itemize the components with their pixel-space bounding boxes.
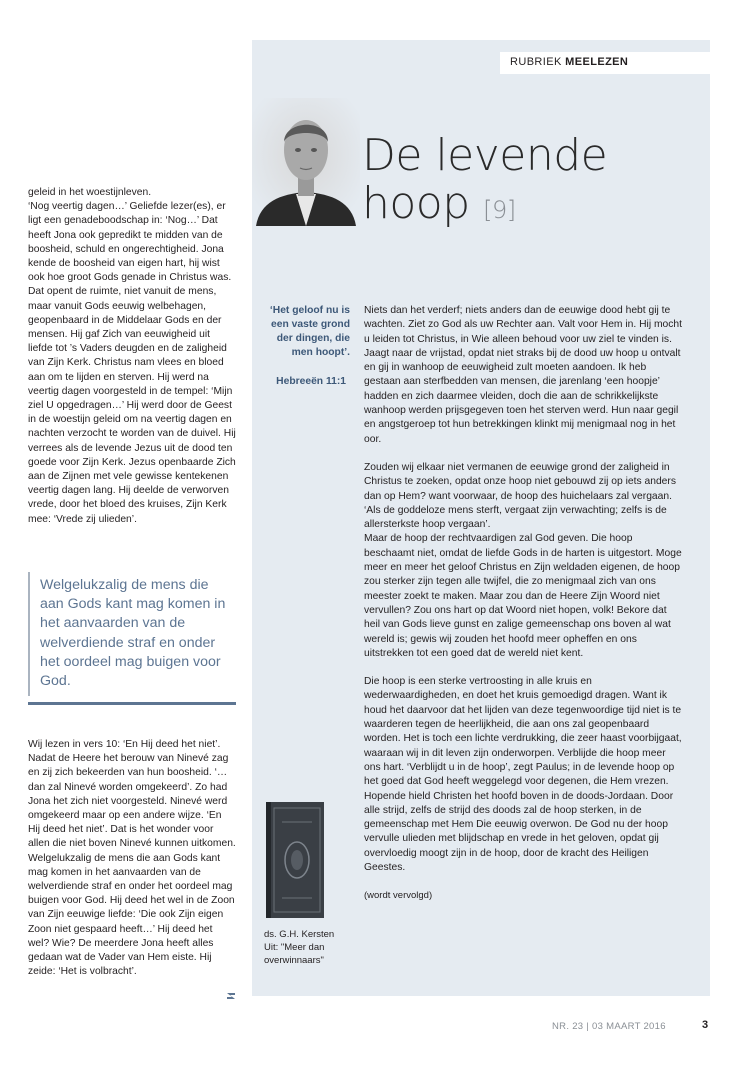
right-paragraph: Die hoop is een sterke vertroosting in alle kruis en wederwaardigheden, en doet het kruis gemoedigd dragen. Want ik houd het daarvoor dat het lijden van deze tegenwoordige tijd niet is te waarderen tegen de heerlijkheid, die aan ons zal geopenbaard worden. Het is toch een lichte verdrukking, die zeer haast voorbijgaat, waaraan wij in dit leven zijn onderworpen. Verblijde die hoop meer ons hart. ‘Verblijdt u in de hoop’, zegt Paulus; in de levende hoop op het goed dat God heeft weggelegd voor degenen, die Hem vrezen. Hopende hield Christen het hoofd boven in de doods-Jordaan. Door alle strijd, zelfs de strijd des doods zal de hoop sterken, in de gemeenschap met Hem Die eeuwig overwon. De God nu der hoop vervulle ulieden met blijdschap en vrede in het geloven, opdat gij overvloedig moogt zijn in de hoop, door de kracht des Heiligen Geestes. xyxy=(364,676,682,873)
rubriek-prefix: RUBRIEK xyxy=(510,56,562,68)
end-of-article-icon xyxy=(226,992,236,1000)
right-paragraph: Niets dan het verderf; niets anders dan de eeuwige dood hebt gij te wachten. Ziet zo God als uw Rechter aan. Valt voor Hem in. Hij mocht u leiden tot Christus, in Wie alleen behoud voor uw ziel te vinden is. Jaagt naar de vrijstad, opdat niet straks bij de dood uw hoop u ontvalt en gij in wanhoop de eeuwigheid zult moeten aandoen. Ik heb gestaan aan sterfbedden van mensen, die jarenlang ‘een hoopje’ hadden en zich daarmee vleiden, doch die aan de schrikkelijkste wanhoop werden prijsgegeven toen het sterven werd. Hun naar gegil en angstgeroep tot hun betrekkingen klinkt mij menigmaal nog in het oor. xyxy=(364,305,683,445)
left-paragraph: geleid in het woestijnleven. xyxy=(28,187,152,198)
image-caption xyxy=(264,928,348,967)
rubriek-label xyxy=(500,52,710,74)
right-column xyxy=(364,304,684,918)
right-paragraph: Maar de hoop der rechtvaardigen zal God geven. Die hoop beschaamt niet, omdat de liefde Gods in de harten is uitgestort. Moge meer en meer het geloof Christus en Zijn weldaden eigenen, de hoop zou sterker zijn tegen alle twijfel, die zo menigmaal zich van ons meester zoekt te maken. Maar zou dan de Heere Zijn Woord niet vervullen? Zou ons hart op dat Woord niet hopen, volk! Bekore dat heil van Gods lieve gunst en zalige gemeenschap ons boven al wat wereld is; gewis wij zouden het hoofd meer opheffen en ons uitstrekken tot een goed dat de wereld niet kent. xyxy=(364,533,682,659)
caption-line: Uit: "Meer dan xyxy=(264,942,325,953)
scripture-reference: Hebreeën 11:1 xyxy=(276,376,346,387)
left-paragraph: ‘Nog veertig dagen…’ Geliefde lezer(es), er ligt een genadeboodschap in: ‘Nog…’ Dat heeft Jona ook gepredikt te midden van de boosheid, schuld en ongerechtigheid. Jona kende de boosheid van eigen hart, hij wist ook hoe groot Gods genade in Christus was. Dat opent de ruimte, niet vanuit de mens, maar vanuit Gods eeuwig welbehagen, geopenbaard in de Middelaar Gods en der mensen. Hij gaf Zich van eeuwigheid uit liefde tot ’s Vaders deugden en de zaligheid van Zijn Kerk. Christus nam vlees en bloed aan om te lijden en sterven. Hij werd na veertig dagen voorgesteld in de tempel: ‘Mijn ziel U opgedragen…’ Hij werd door de Geest in de woestijn geleid om na veertig dagen en nachten verzocht te worden van de duivel. Hij verrees als de levende Jezus uit de dood ten goede voor Zijn Kerk. Jezus openbaarde Zich aan de Zijnen met vele gewisse kentekenen veertig dagen lang. Hij deelde de verworven vrede, door het bloed des kruises, Zijn Kerk mee: ‘Vrede zij ulieden’. xyxy=(28,201,236,525)
caption-line: overwinnaars" xyxy=(264,955,324,966)
issue-info: NR. 23 | 03 MAART 2016 xyxy=(552,1021,666,1032)
book-cover-image xyxy=(264,800,326,920)
title-part-number: [9] xyxy=(483,196,516,224)
article-title xyxy=(362,132,607,234)
left-paragraph: Wij lezen in vers 10: ‘En Hij deed het niet’. Nadat de Heere het berouw van Ninevé zag en zij zich bekeerden van hun boosheid. ‘…dan zal Ninevé worden omgekeerd’. Zo had Jona het zich niet voorgesteld. Ninevé werd omgekeerd maar op een andere wijze. ‘En Hij deed het niet’. Dat is het wonder voor allen die niet boven Ninevé kunnen uitkomen. Welgelukzalig de mens die aan Gods kant mag komen in het aanvaarden van de welverdiende straf en onder het oordeel mag buigen voor God. Hij deed het wel in de Zoon van Zijn eeuwige liefde: ‘Die ook Zijn eigen Zoon niet gespaard heeft…’ Hij deed het wel? Wie? De meerdere Jona heeft alles gedaan wat de Vader van Hem eiste. Hij zeide: ‘Het is volbracht’. xyxy=(28,739,236,978)
rubriek-name: MEELEZEN xyxy=(565,56,629,68)
pull-quote-rule xyxy=(28,702,236,705)
scripture-quote: ‘Het geloof nu is een vaste grond der dingen, die men hoopt’. xyxy=(269,305,350,358)
pull-quote xyxy=(28,572,236,708)
title-word: hoop xyxy=(362,178,470,229)
pull-quote-line xyxy=(28,572,30,696)
right-paragraph: Zouden wij elkaar niet vermanen de eeuwige grond der zaligheid in Christus te zoeken, opdat onze hoop niet gebouwd zij op iets anders dan op Hem? want voorwaar, de hoop des huichelaars zal vergaan. ‘Als de goddeloze mens sterft, vergaat zijn verwachting; zelfs is de allersterkste hoop vergaan’. xyxy=(364,461,676,531)
title-line-1: De levende xyxy=(362,130,608,181)
continued-note: (wordt vervolgd) xyxy=(364,890,433,902)
portrait-photo xyxy=(252,98,360,226)
pull-quote-text: Welgelukzalig de mens die aan Gods kant mag komen in het aanvaarden van de welverdiende straf en onder het oordeel mag buigen voor God. xyxy=(40,577,226,690)
left-column-top xyxy=(28,186,236,527)
page-number: 3 xyxy=(702,1019,709,1031)
title-line-2 xyxy=(362,180,607,234)
caption-line: ds. G.H. Kersten xyxy=(264,929,335,940)
left-column-bottom xyxy=(28,738,236,979)
